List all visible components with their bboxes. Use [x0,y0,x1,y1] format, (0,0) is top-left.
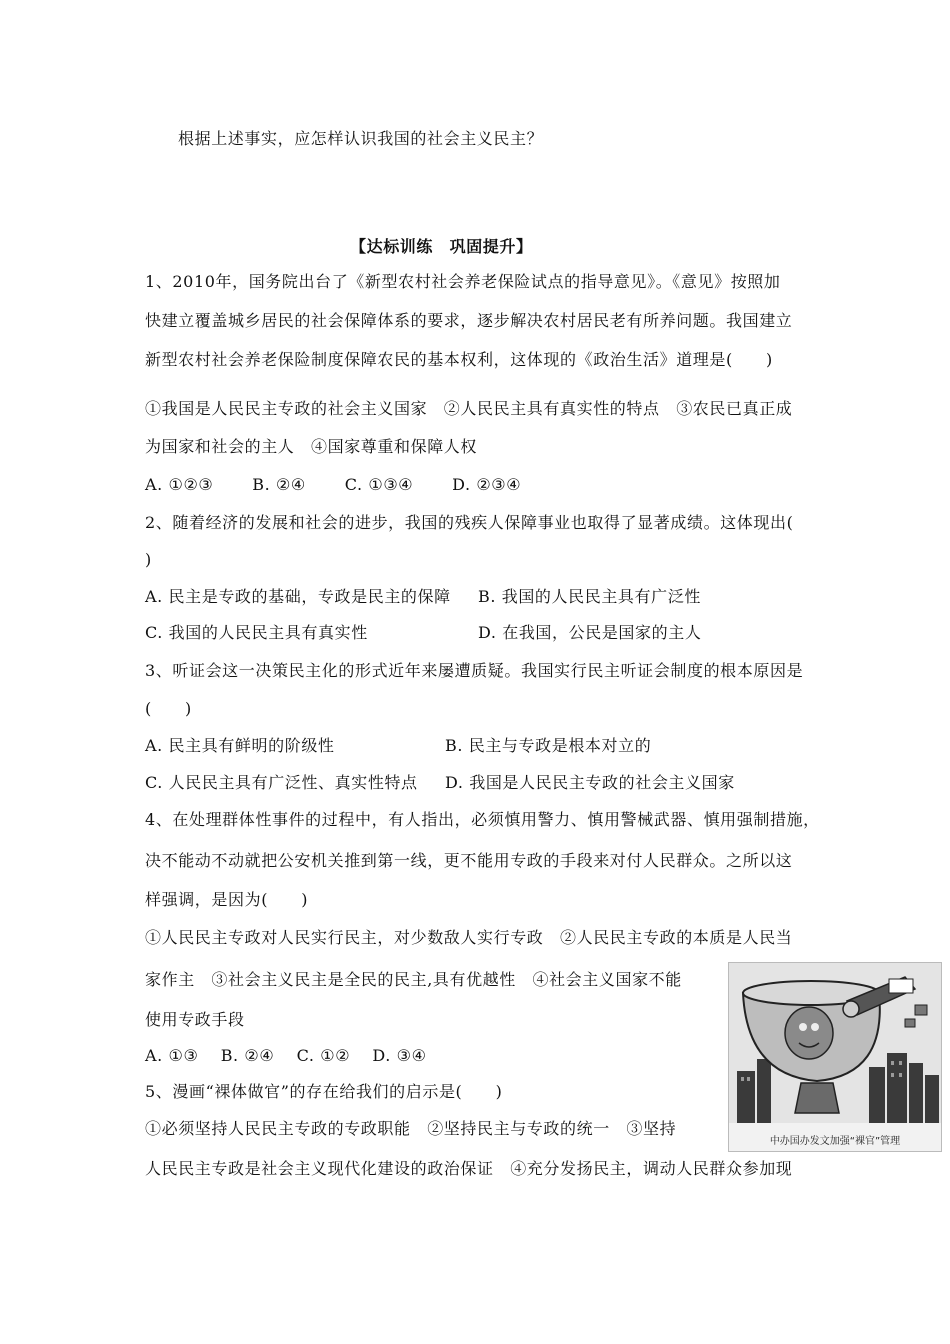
section-title: 【达标训练 巩固提升】 [350,237,533,256]
question-3-line-1: 3、听证会这一决策民主化的形式近年来屡遭质疑。我国实行民主听证会制度的根本原因是 [145,661,804,680]
question-2-option-d: D. 在我国，公民是国家的主人 [478,623,702,642]
question-1-options: A. ①②③ B. ②④ C. ①③④ D. ②③④ [145,475,522,494]
question-1-line-2: 快建立覆盖城乡居民的社会保障体系的要求，逐步解决农村居民老有所养问题。我国建立 [145,311,793,330]
question-3-option-b: B. 民主与专政是根本对立的 [445,736,652,755]
cartoon-illustration [728,962,942,1152]
question-5-line-3: 人民民主专政是社会主义现代化建设的政治保证 ④充分发扬民主，调动人民群众参加现 [145,1159,793,1178]
question-4-line-4: ①人民民主专政对人民实行民主，对少数敌人实行专政 ②人民民主专政的本质是人民当 [145,928,793,947]
question-1-line-1: 1、2010年，国务院出台了《新型农村社会养老保险试点的指导意见》。《意见》按照加 [145,272,781,291]
question-2-option-c: C. 我国的人民民主具有真实性 [145,623,368,642]
question-2-option-b: B. 我国的人民民主具有广泛性 [478,587,701,606]
question-4-line-6: 使用专政手段 [145,1010,245,1029]
question-1-line-3: 新型农村社会养老保险制度保障农民的基本权利，这体现的《政治生活》道理是( ) [145,350,773,369]
intro-question: 根据上述事实，应怎样认识我国的社会主义民主？ [178,129,544,148]
question-2-option-a: A. 民主是专政的基础，专政是民主的保障 [145,587,451,606]
question-3-option-a: A. 民主具有鲜明的阶级性 [145,736,335,755]
question-2-line-2: ) [145,550,152,569]
question-3-line-2: ( ) [145,699,192,718]
question-4-line-3: 样强调，是因为( ) [145,890,309,909]
question-3-option-d: D. 我国是人民民主专政的社会主义国家 [445,773,735,792]
question-3-option-c: C. 人民民主具有广泛性、真实性特点 [145,773,418,792]
question-4-options: A. ①③ B. ②④ C. ①② D. ③④ [145,1046,427,1065]
question-4-line-5: 家作主 ③社会主义民主是全民的民主,具有优越性 ④社会主义国家不能 [145,970,682,989]
question-2-line-1: 2、随着经济的发展和社会的进步，我国的残疾人保障事业也取得了显著成绩。这体现出( [145,513,794,532]
question-4-line-2: 决不能动不动就把公安机关推到第一线，更不能用专政的手段来对付人民群众。之所以这 [145,851,793,870]
question-1-line-4: ①我国是人民民主专政的社会主义国家 ②人民民主具有真实性的特点 ③农民已真正成 [145,399,793,418]
question-4-line-1: 4、在处理群体性事件的过程中，有人指出，必须慎用警力、慎用警械武器、慎用强制措施， [145,810,820,829]
question-5-line-2: ①必须坚持人民民主专政的专政职能 ②坚持民主与专政的统一 ③坚持 [145,1119,677,1138]
question-1-line-5: 为国家和社会的主人 ④国家尊重和保障人权 [145,437,478,456]
cartoon-drawing [729,963,941,1151]
cartoon-caption: 中办国办发文加强“裸官”管理 [769,1136,901,1147]
question-5-line-1: 5、漫画“裸体做官”的存在给我们的启示是( ) [145,1082,503,1101]
